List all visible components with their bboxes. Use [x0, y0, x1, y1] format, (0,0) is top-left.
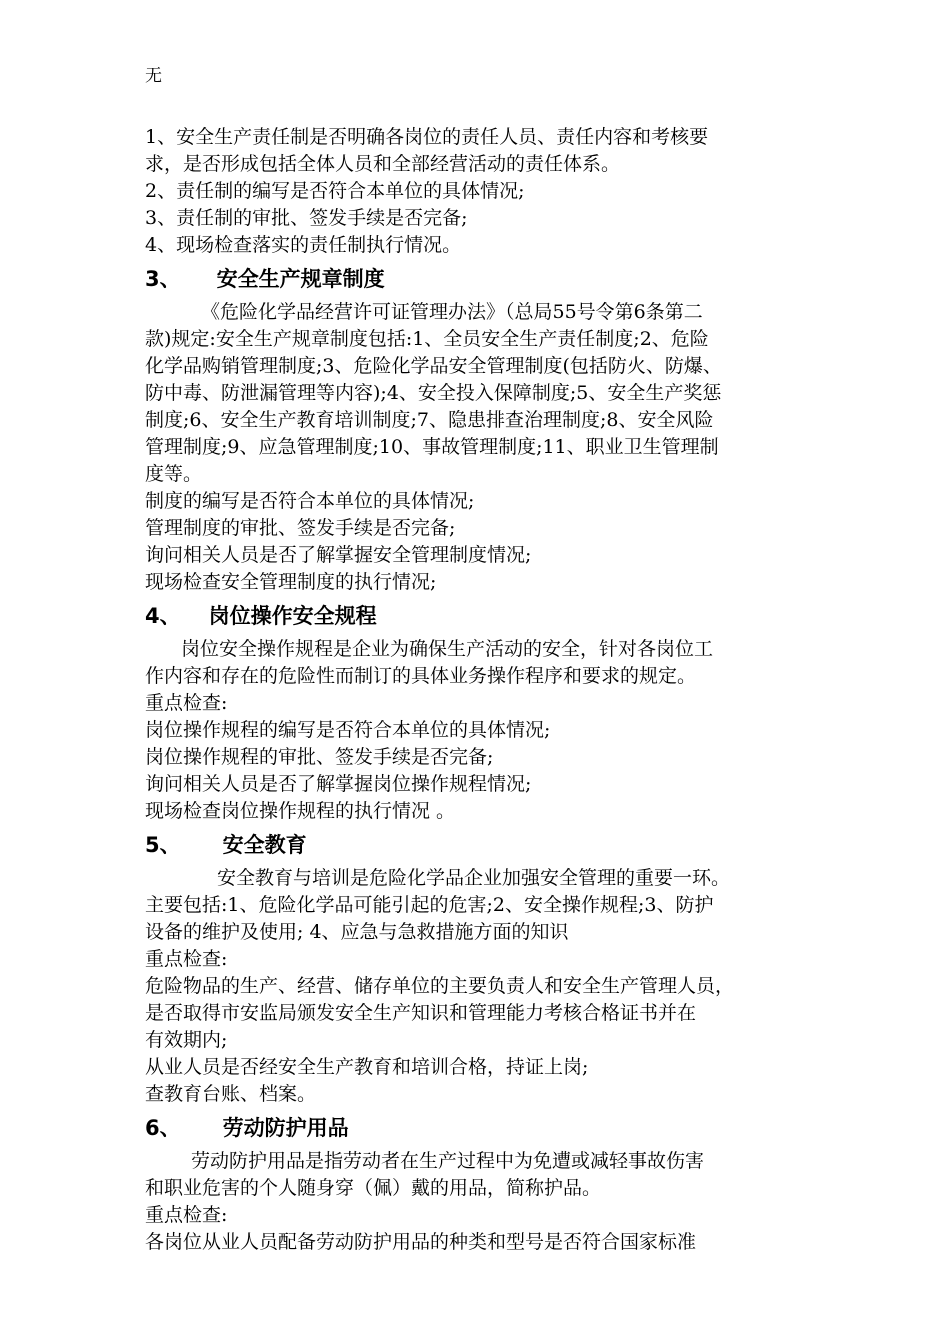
paragraph-line: 2、责任制的编写是否符合本单位的具体情况; — [145, 180, 525, 202]
paragraph-line: 和职业危害的个人随身穿（佩）戴的用品，简称护品。 — [145, 1177, 602, 1199]
paragraph-line: 制度;6、安全生产教育培训制度;7、隐患排查治理制度;8、安全风险 — [145, 409, 714, 431]
section-5-heading — [145, 825, 810, 865]
paragraph-line: 重点检查: — [145, 692, 228, 714]
paragraph-line: 4、现场检查落实的责任制执行情况。 — [145, 234, 462, 256]
paragraph-line: 查教育台账、档案。 — [145, 1083, 317, 1105]
paragraph-line: 度等。 — [145, 463, 203, 485]
paragraph-line: 有效期内; — [145, 1029, 228, 1051]
paragraph-line: 岗位安全操作规程是企业为确保生产活动的安全，针对各岗位工 — [181, 638, 714, 660]
section-title: 岗位操作安全规程 — [208, 604, 377, 628]
paragraph-line: 制度的编写是否符合本单位的具体情况; — [145, 490, 475, 512]
paragraph-line: 1、安全生产责任制是否明确各岗位的责任人员、责任内容和考核要 — [145, 126, 709, 148]
page-header: 无 — [145, 66, 162, 86]
paragraph-line: 管理制度的审批、签发手续是否完备; — [145, 517, 456, 539]
section-3-body — [145, 299, 810, 596]
paragraph-line: 劳动防护用品是指劳动者在生产过程中为免遭或减轻事故伤害 — [191, 1150, 705, 1172]
paragraph-line: 从业人员是否经安全生产教育和培训合格，持证上岗; — [145, 1056, 589, 1078]
paragraph-line: 作内容和存在的危险性而制订的具体业务操作程序和要求的规定。 — [145, 665, 697, 687]
paragraph-line: 岗位操作规程的编写是否符合本单位的具体情况; — [145, 719, 551, 741]
section-6-heading — [145, 1108, 810, 1148]
paragraph-line: 求，是否形成包括全体人员和全部经营活动的责任体系。 — [145, 153, 621, 175]
paragraph-line: 3、责任制的审批、签发手续是否完备; — [145, 207, 468, 229]
paragraph-line: 现场检查安全管理制度的执行情况; — [145, 571, 437, 593]
paragraph-line: 《危险化学品经营许可证管理办法》（总局55号令第6条第二 — [201, 301, 703, 323]
section-number: 5、 — [145, 833, 181, 857]
paragraph-line: 危险物品的生产、经营、储存单位的主要负责人和安全生产管理人员， — [145, 975, 735, 997]
paragraph-line: 各岗位从业人员配备劳动防护用品的种类和型号是否符合国家标准 — [145, 1231, 697, 1253]
section-number: 3、 — [145, 267, 181, 291]
paragraph-line: 询问相关人员是否了解掌握岗位操作规程情况; — [145, 773, 532, 795]
paragraph-line: 管理制度;9、应急管理制度;10、事故管理制度;11、职业卫生管理制 — [145, 436, 719, 458]
document-body — [145, 124, 810, 1256]
section-3-heading — [145, 259, 810, 299]
section-4-heading — [145, 596, 810, 636]
paragraph-line: 询问相关人员是否了解掌握安全管理制度情况; — [145, 544, 532, 566]
paragraph-line: 安全教育与培训是危险化学品企业加强安全管理的重要一环。 — [217, 867, 731, 889]
paragraph-line: 设备的维护及使用; 4、应急与急救措施方面的知识 — [145, 921, 569, 943]
paragraph-line: 重点检查: — [145, 1204, 228, 1226]
section-number: 6、 — [145, 1116, 181, 1140]
section-title: 劳动防护用品 — [222, 1116, 349, 1140]
paragraph-line: 是否取得市安监局颁发安全生产知识和管理能力考核合格证书并在 — [145, 1002, 697, 1024]
paragraph-line: 款)规定:安全生产规章制度包括:1、全员安全生产责任制度;2、危险 — [145, 328, 709, 350]
paragraph-line: 防中毒、防泄漏管理等内容);4、安全投入保障制度;5、安全生产奖惩 — [145, 382, 722, 404]
paragraph-line: 现场检查岗位操作规程的执行情况 。 — [145, 800, 456, 822]
section-5-body — [145, 865, 810, 1108]
paragraph-line: 岗位操作规程的审批、签发手续是否完备; — [145, 746, 494, 768]
intro-list — [145, 124, 810, 259]
paragraph-line: 重点检查: — [145, 948, 228, 970]
section-title: 安全教育 — [222, 833, 307, 857]
section-number: 4、 — [145, 604, 181, 628]
section-4-body — [145, 636, 810, 825]
section-6-body — [145, 1148, 810, 1256]
section-title: 安全生产规章制度 — [216, 267, 385, 291]
paragraph-line: 化学品购销管理制度;3、危险化学品安全管理制度(包括防火、防爆、 — [145, 355, 722, 377]
paragraph-line: 主要包括:1、危险化学品可能引起的危害;2、安全操作规程;3、防护 — [145, 894, 714, 916]
